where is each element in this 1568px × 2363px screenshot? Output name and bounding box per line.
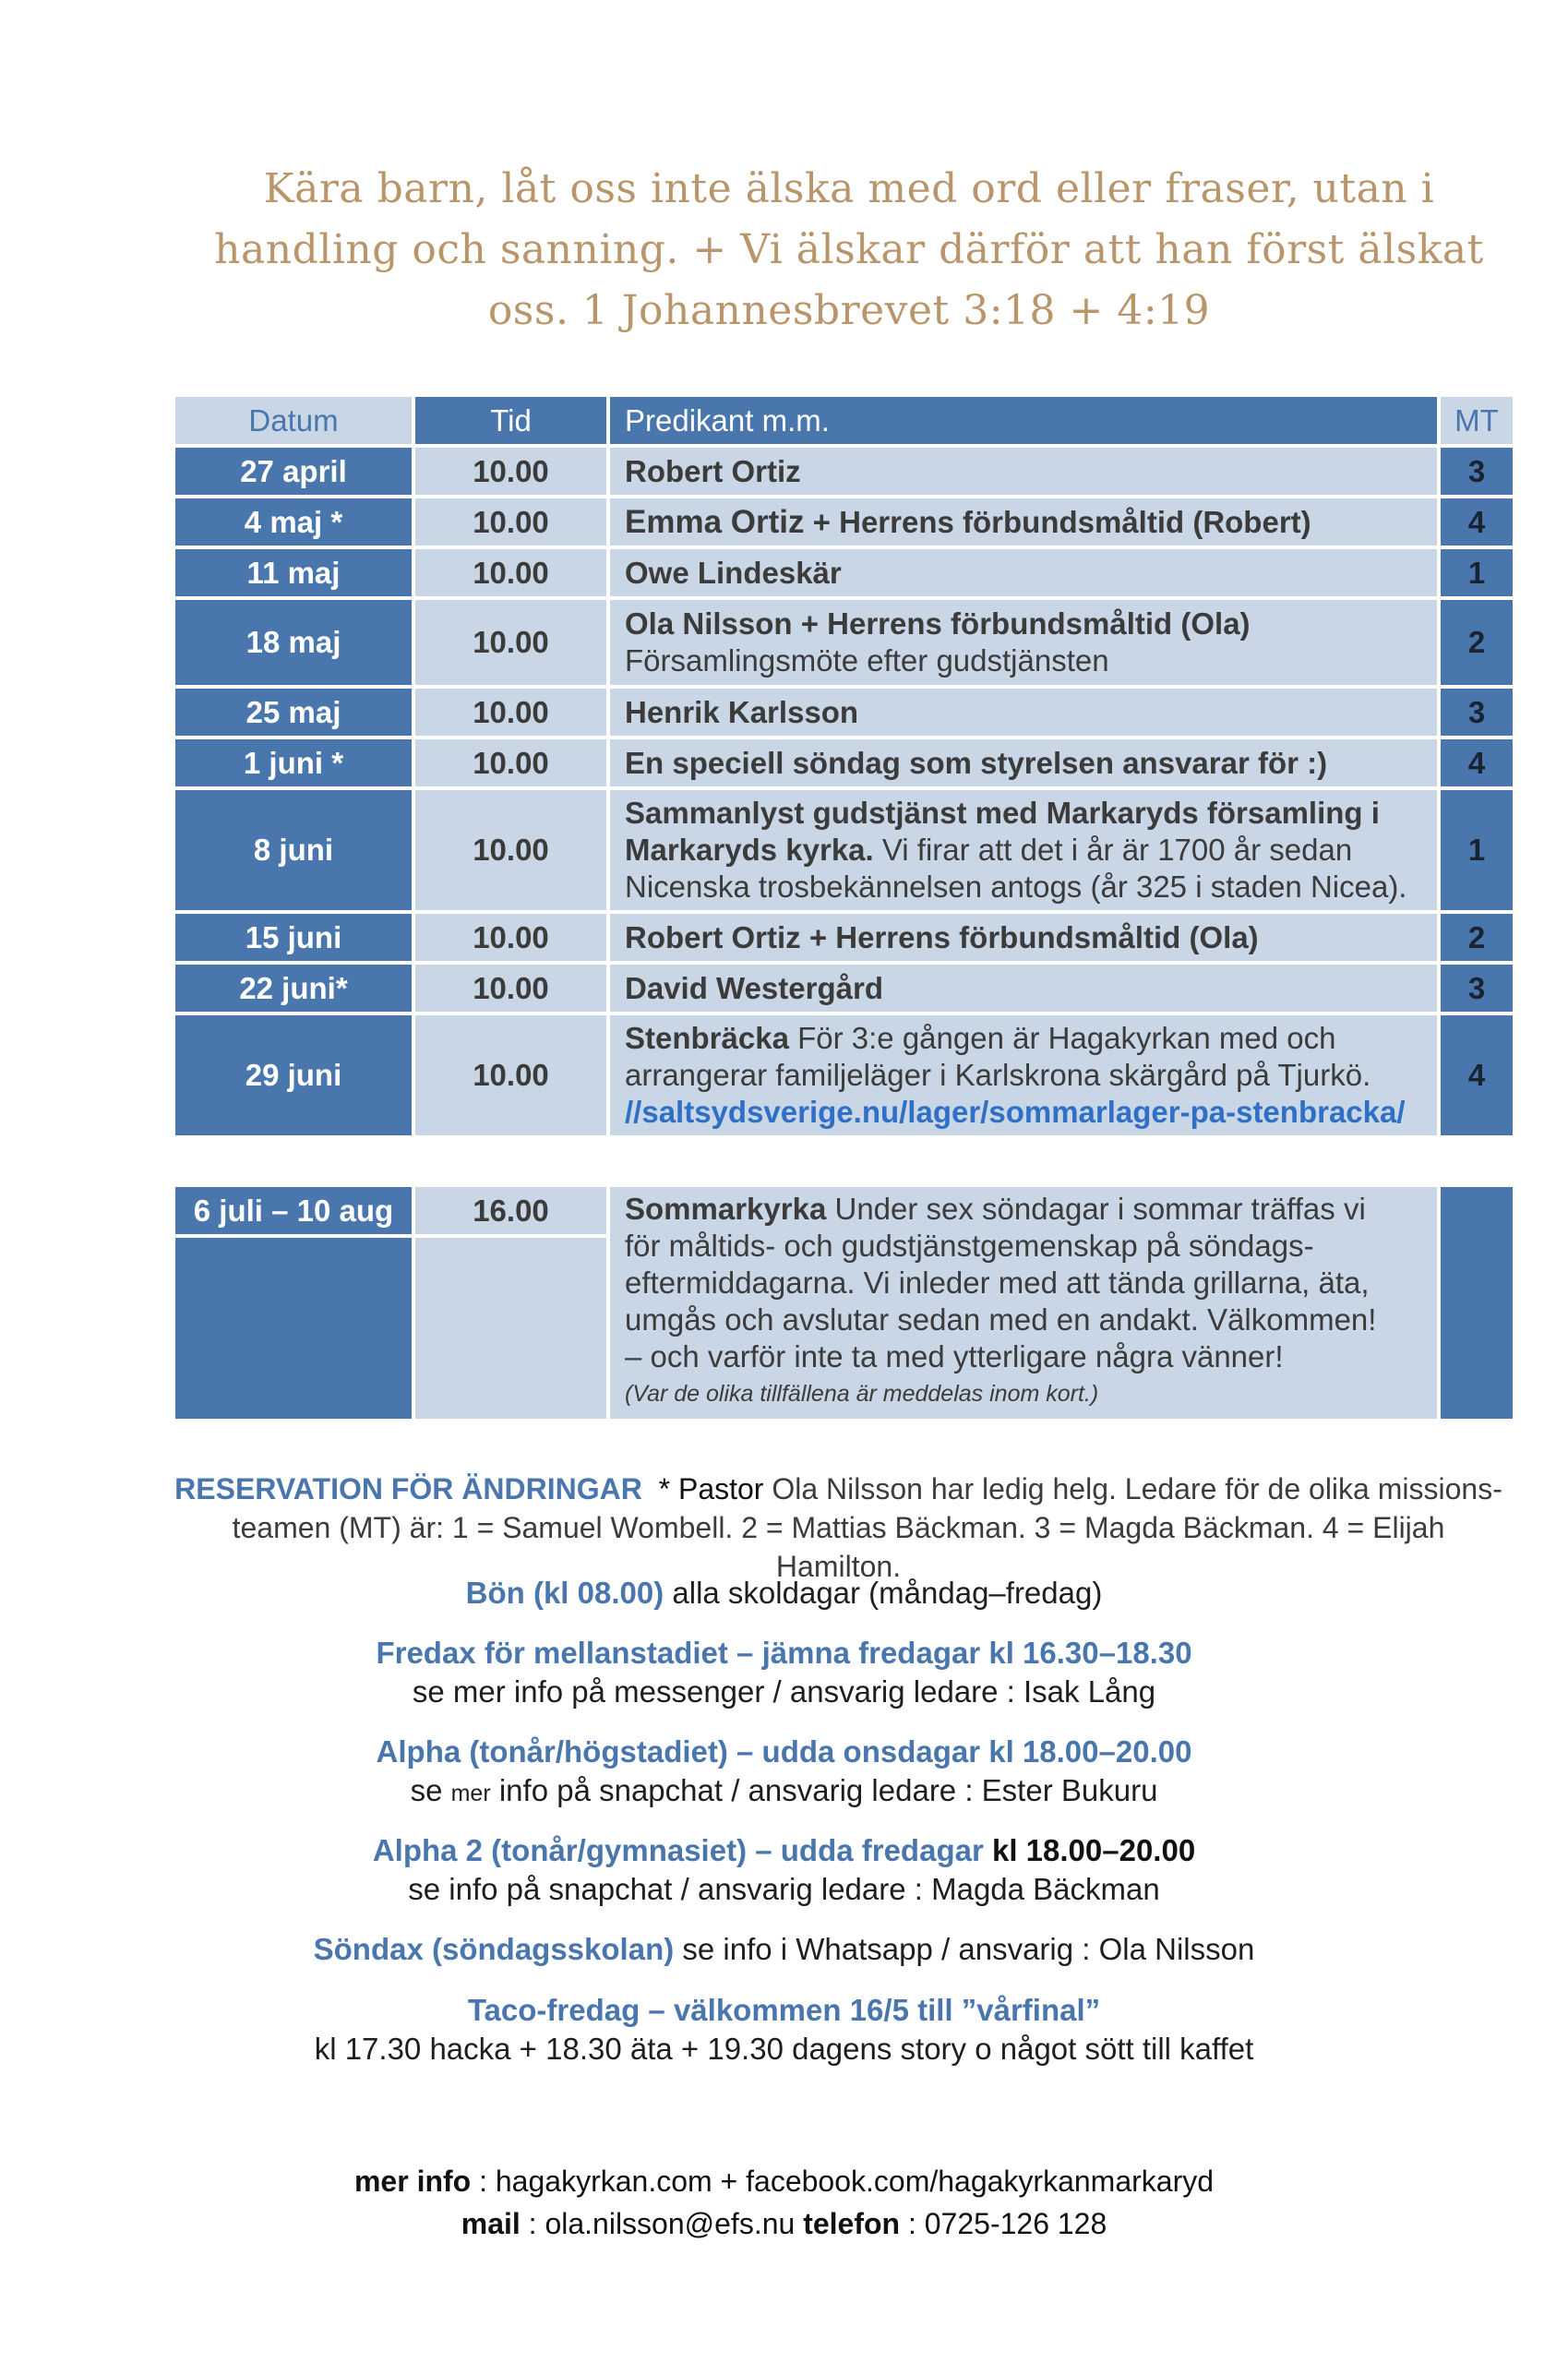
mail-text[interactable]: : ola.nilsson@efs.nu (520, 2207, 804, 2240)
predikant-rest: Vi firar att det i år är 1700 år sedan (873, 833, 1353, 867)
summer-line-5: – och varför inte ta med ytterligare några vänner! (625, 1339, 1284, 1373)
predikant-line-1 (625, 1020, 1431, 1057)
summer-note: (Var de olika tillfällena är meddelas inom kort.) (625, 1381, 1099, 1407)
verse-line-2: handling och sanning. + Vi älskar därför att han först älskat (214, 226, 1484, 273)
row-tid: 10.00 (415, 914, 606, 961)
mail-label: mail (461, 2207, 521, 2240)
footer-info (0, 2160, 1568, 2202)
schedule-table (172, 393, 1516, 1139)
row-mt: 4 (1441, 1015, 1513, 1135)
info-text[interactable]: : hagakyrkan.com + facebook.com/hagakyrkanmarkaryd (471, 2165, 1215, 2198)
summer-line-4: umgås och avslutar sedan med en andakt. Välkommen! (625, 1302, 1377, 1337)
predikant-line-3: Nicenska trosbekännelsen antogs (år 325 i staden Nicea). (625, 870, 1407, 904)
summer-datum-empty (175, 1238, 412, 1419)
header-predikant: Predikant m.m. (610, 397, 1437, 444)
predikant-line-1: Ola Nilsson + Herrens förbundsmåltid (Ola) (625, 606, 1251, 641)
bible-verse (212, 159, 1486, 342)
row-datum: 1 juni * (175, 739, 412, 786)
summer-line-1-text: Under sex söndagar i sommar träffas vi (826, 1192, 1366, 1226)
row-mt: 4 (1441, 498, 1513, 546)
table-row (175, 549, 1513, 596)
row-predikant (610, 498, 1437, 546)
tel-label: telefon (803, 2207, 901, 2240)
table-row (175, 448, 1513, 495)
summer-title: Sommarkyrka (625, 1192, 827, 1226)
row-predikant: Owe Lindeskär (610, 549, 1437, 596)
header-mt: MT (1441, 397, 1513, 444)
reservation-line-2: teamen (MT) är: 1 = Samuel Wombell. 2 = Mattias Bäckman. 3 = Magda Bäckman. 4 = Elijah Hamilton. (232, 1511, 1445, 1583)
footer (0, 2160, 1568, 2245)
summer-datum: 6 juli – 10 aug (175, 1187, 412, 1234)
table-row (175, 1015, 1513, 1135)
row-tid: 10.00 (415, 739, 606, 786)
alpha-text-a: se (410, 1773, 451, 1807)
row-datum: 4 maj * (175, 498, 412, 546)
footer-contact (0, 2202, 1568, 2245)
table-row (175, 498, 1513, 546)
reservation-title: RESERVATION FÖR ÄNDRINGAR (174, 1472, 642, 1505)
activity-fredax (0, 1634, 1568, 1711)
row-datum: 22 juni* (175, 965, 412, 1012)
sondax-text: se info i Whatsapp / ansvarig : Ola Nilsson (674, 1932, 1255, 1966)
activity-alpha (0, 1733, 1568, 1813)
row-datum: 8 juni (175, 790, 412, 910)
predikant-bold-part: Stenbräcka (625, 1021, 789, 1055)
summer-tid-empty (415, 1238, 606, 1419)
row-predikant: Henrik Karlsson (610, 689, 1437, 736)
row-mt: 3 (1441, 689, 1513, 736)
verse-line-3: oss. 1 Johannesbrevet 3:18 + 4:19 (487, 287, 1211, 334)
row-predikant: Robert Ortiz (610, 448, 1437, 495)
alpha2-title-line (0, 1831, 1568, 1870)
reservation-star: * Pastor (658, 1472, 764, 1505)
predikant-line-1: Sammanlyst gudstjänst med Markaryds församling i (625, 796, 1380, 830)
summer-description (610, 1187, 1437, 1419)
row-tid: 10.00 (415, 790, 606, 910)
alpha2-title: Alpha 2 (tonår/gymnasiet) – udda fredagar (372, 1833, 984, 1867)
row-mt: 3 (1441, 448, 1513, 495)
predikant-rest: För 3:e gången är Hagakyrkan med och (788, 1021, 1336, 1055)
alpha2-text: se info på snapchat / ansvarig ledare : Magda Bäckman (408, 1872, 1160, 1906)
stenbracka-link[interactable]: //saltsydsverige.nu/lager/sommarlager-pa-stenbracka/ (625, 1095, 1406, 1129)
activity-taco (0, 1991, 1568, 2069)
row-datum: 15 juni (175, 914, 412, 961)
row-datum: 27 april (175, 448, 412, 495)
row-predikant (610, 1015, 1437, 1135)
row-datum: 11 maj (175, 549, 412, 596)
summer-mt (1441, 1187, 1513, 1419)
alpha-title: Alpha (tonår/högstadiet) – udda onsdagar kl 18.00–20.00 (376, 1734, 1192, 1769)
summer-row-top (175, 1187, 1513, 1234)
row-mt: 1 (1441, 790, 1513, 910)
row-tid: 10.00 (415, 965, 606, 1012)
table-row (175, 739, 1513, 786)
reservation-line-1 (172, 1469, 1505, 1508)
table-row (175, 600, 1513, 685)
row-tid: 10.00 (415, 689, 606, 736)
predikant-line-2: Församlingsmöte efter gudstjänsten (625, 643, 1109, 678)
predikant-line-2: arrangerar familjeläger i Karlskrona skärgård på Tjurkö. (625, 1058, 1371, 1092)
row-predikant: En speciell söndag som styrelsen ansvarar för :) (610, 739, 1437, 786)
taco-text: kl 17.30 hacka + 18.30 äta + 19.30 dagens story o något sött till kaffet (314, 2032, 1254, 2066)
row-tid: 10.00 (415, 600, 606, 685)
alpha2-time: kl 18.00–20.00 (983, 1833, 1196, 1867)
bon-text: alla skoldagar (måndag–fredag) (664, 1576, 1103, 1610)
verse-line-1: Kära barn, låt oss inte älska med ord eller fraser, utan i (263, 165, 1435, 212)
predikant-extra: + Herrens förbundsmåltid (Robert) (804, 504, 1311, 539)
row-mt: 4 (1441, 739, 1513, 786)
row-predikant (610, 600, 1437, 685)
tel-text[interactable]: : 0725-126 128 (900, 2207, 1107, 2240)
header-datum: Datum (175, 397, 412, 444)
row-predikant (610, 790, 1437, 910)
row-mt: 3 (1441, 965, 1513, 1012)
row-tid: 10.00 (415, 498, 606, 546)
sondax-title: Söndax (söndagsskolan) (313, 1932, 675, 1966)
activity-alpha2 (0, 1831, 1568, 1909)
row-tid: 10.00 (415, 448, 606, 495)
row-datum: 25 maj (175, 689, 412, 736)
fredax-title: Fredax för mellanstadiet – jämna fredagar kl 16.30–18.30 (376, 1636, 1192, 1670)
row-mt: 2 (1441, 914, 1513, 961)
alpha-text (0, 1771, 1568, 1813)
row-tid: 10.00 (415, 1015, 606, 1135)
row-predikant: Robert Ortiz + Herrens förbundsmåltid (Ola) (610, 914, 1437, 961)
alpha-text-b: info på snapchat / ansvarig ledare : Ester Bukuru (490, 1773, 1158, 1807)
taco-title: Taco-fredag – välkommen 16/5 till ”vårfinal” (467, 1993, 1101, 2027)
activity-bon (0, 1574, 1568, 1613)
summer-table (172, 1183, 1516, 1422)
reservation-text-1: Ola Nilsson har ledig helg. Ledare för de olika missions- (763, 1472, 1502, 1505)
row-predikant: David Westergård (610, 965, 1437, 1012)
summer-line-3: eftermiddagarna. Vi inleder med att tända grillarna, äta, (625, 1265, 1370, 1300)
info-label: mer info (353, 2165, 472, 2198)
table-row (175, 914, 1513, 961)
summer-line-2: för måltids- och gudstjänstgemenskap på söndags- (625, 1229, 1314, 1263)
predikant-name: Emma Ortiz (625, 503, 805, 540)
table-row (175, 790, 1513, 910)
table-row (175, 689, 1513, 736)
row-mt: 2 (1441, 600, 1513, 685)
table-row (175, 965, 1513, 1012)
activity-sondax (0, 1930, 1568, 1969)
predikant-line-2 (625, 832, 1431, 869)
row-mt: 1 (1441, 549, 1513, 596)
summer-tid: 16.00 (415, 1187, 606, 1234)
summer-line-1 (625, 1191, 1431, 1228)
row-datum: 18 maj (175, 600, 412, 685)
row-datum: 29 juni (175, 1015, 412, 1135)
predikant-bold-part: Markaryds kyrka. (625, 833, 874, 867)
reservation-note (172, 1469, 1505, 1586)
alpha-text-small: mer (450, 1781, 491, 1806)
fredax-text: se mer info på messenger / ansvarig ledare : Isak Lång (412, 1674, 1156, 1709)
row-tid: 10.00 (415, 549, 606, 596)
bon-title: Bön (kl 08.00) (465, 1576, 664, 1610)
header-tid: Tid (415, 397, 606, 444)
table-header-row (175, 397, 1513, 444)
